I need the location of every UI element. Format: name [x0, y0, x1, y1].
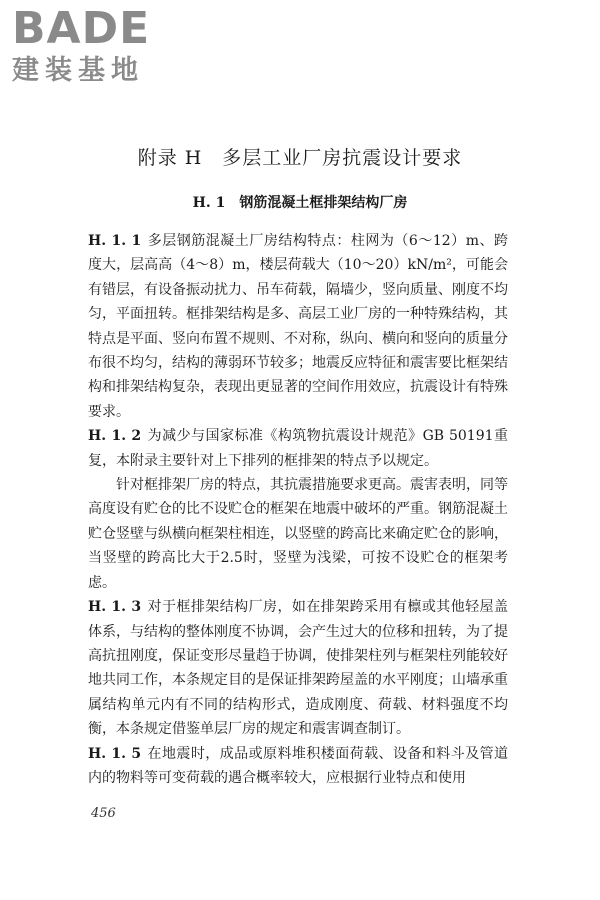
- paragraph-text: 对于框排架结构厂房，如在排架跨采用有檩或其他轻屋盖体系，与结构的整体刚度不协调，会产生过大的位移和扭转，为了提高抗扭刚度，保证变形尽量趋于协调，使排架柱列与框架柱列能较好地共同工作，本条规定目的是保证排架跨屋盖的水平刚度；山墙承重属结构单元内有不同的结构形式，造成刚度、荷载、材料强度不均衡，本条规定借鉴单层厂房的规定和震害调查制订。: [88, 599, 509, 738]
- clause-number: H. 1. 1: [88, 233, 142, 249]
- paragraph-text: 针对框排架厂房的特点，其抗震措施要求更高。震害表明，同等高度设有贮仓的比不设贮仓的框架在地震中破坏的严重。钢筋混凝土贮仓竖壁与纵横向框架柱相连，以竖壁的跨高比来确定贮仓的影响，当竖壁的跨高比大于2.5时，竖壁为浅梁，可按不设贮仓的框架考虑。: [88, 477, 508, 591]
- paragraph-text: 为减少与国家标准《构筑物抗震设计规范》GB 50191重复，本附录主要针对上下排列的框排架的特点予以规定。: [88, 428, 508, 469]
- clause-number: H. 1. 5: [88, 745, 142, 762]
- paragraph-h-1-2-continued: [88, 473, 508, 595]
- bade-logo: [12, 3, 182, 88]
- paragraph-h-1-1: [88, 229, 508, 424]
- page-number: 456: [91, 806, 116, 821]
- logo-wordmark: BADE: [12, 3, 151, 54]
- clause-number: H. 1. 2: [88, 428, 142, 445]
- body-text: [88, 229, 508, 790]
- appendix-title: 附录 H 多层工业厂房抗震设计要求: [137, 147, 463, 169]
- paragraph-text: 多层钢筋混凝土厂房结构特点：柱网为（6～12）m、跨度大，层高高（4～8）m，楼层荷载大（10～20）kN/m²，可能会有错层，有设备振动扰力、吊车荷载，隔墙少，竖向质量、刚度不均匀，平面扭转。框排架结构是多、高层工业厂房的一种特殊结构，其特点是平面、竖向布置不规则、不对称，纵向、横向和竖向的质量分布很不均匀，结构的薄弱环节较多；地震反应特征和震害要比框架结构和排架结构复杂，表现出更显著的空间作用效应，抗震设计有特殊要求。: [88, 233, 508, 420]
- paragraph-h-1-3: [88, 595, 508, 741]
- paragraph-h-1-5: [88, 742, 508, 791]
- clause-number: H. 1. 3: [88, 599, 142, 616]
- paragraph-text: 在地震时，成品或原料堆积楼面荷载、设备和料斗及管道内的物料等可变荷载的遇合概率较大，应根据行业特点和使用: [88, 745, 509, 786]
- section-title: H. 1 钢筋混凝土框排架结构厂房: [192, 195, 408, 211]
- paragraph-h-1-2: [88, 424, 508, 473]
- logo-chinese-text: 建装基地: [12, 55, 144, 86]
